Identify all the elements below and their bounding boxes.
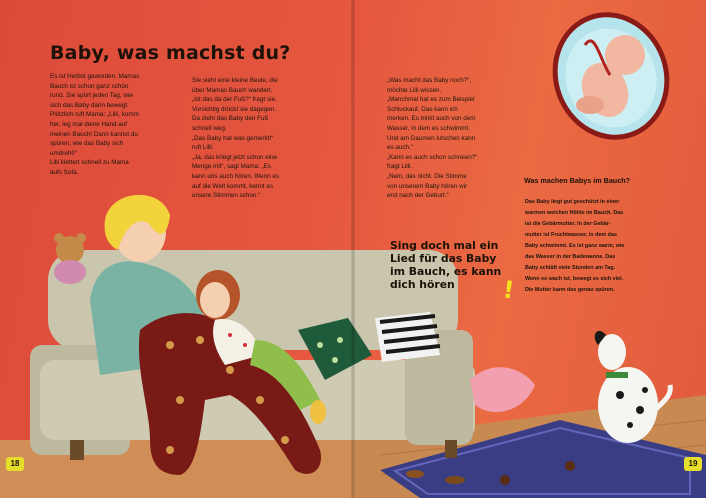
fetus-in-womb-illustration bbox=[538, 0, 684, 153]
story-column-2: Sie sieht eine kleine Beule, die über Mamas Bauch wandert. „Ist das da der Fuß?“ fragt sie. Vorsichtig drückt sie dagegen. Da zieht das Baby den Fuß schnell weg. „Das Baby hat was gemerkt!“ ruft Lilli. „Ja, das kriegt jetzt schon eine Menge mit“, sagt Mama. „Es kann uns auch hören. Wenn es auf die Welt kommt, kennt es unsere Stimmen schon.“ bbox=[192, 77, 280, 200]
page-number-right: 19 bbox=[684, 457, 702, 471]
callout-text: Sing doch mal ein Lied für das Baby im Bauch, es kann dich hören bbox=[390, 239, 502, 291]
page-title: Baby, was machst du? bbox=[50, 42, 291, 64]
story-column-1: Es ist Herbst geworden. Mamas Bauch ist schon ganz schön rund. Sie spürt jeden Tag, wie sich das Baby darin bewegt. Plötzlich ruft Mama: „Lilli, komm her, leg mal deine Hand auf meinen Bauch! Dann kannst du spüren, wie das Baby sich umdreht!“ Lilli klettert schnell zu Mama aufs Sofa. bbox=[50, 73, 140, 176]
sidebar-heading: Was machen Babys im Bauch? bbox=[524, 176, 630, 185]
book-gutter bbox=[351, 0, 355, 498]
page-number-left: 18 bbox=[6, 457, 24, 471]
sidebar-text: Das Baby liegt gut geschützt in einer warmen weichen Höhle im Bauch. Das ist die Gebärmutter. In der Gebär- mutter ist Fruchtwasser, in dem das Baby schwimmt. Es ist ganz warm, wie das Wasser in der Badewanne. Das Baby schläft viele Stunden am Tag. Wenn es wach ist, bewegt es sich viel. Die Mutter kann das genau spüren. bbox=[525, 199, 625, 293]
story-column-3: „Was macht das Baby noch?“, möchte Lilli wissen. „Manchmal hat es zum Beispiel Schluckauf. Das kann ich merken. Es trinkt auch von dem Wasser, in dem es schwimmt. Und am Daumen lutschen kann es auch.“ „Kann es auch schon schreien?“ fragt Lilli. „Nein, das nicht. Die Stimme von unserem Baby hören wir erst nach der Geburt.“ bbox=[387, 77, 478, 200]
callout-exclamation: ! bbox=[501, 275, 516, 305]
